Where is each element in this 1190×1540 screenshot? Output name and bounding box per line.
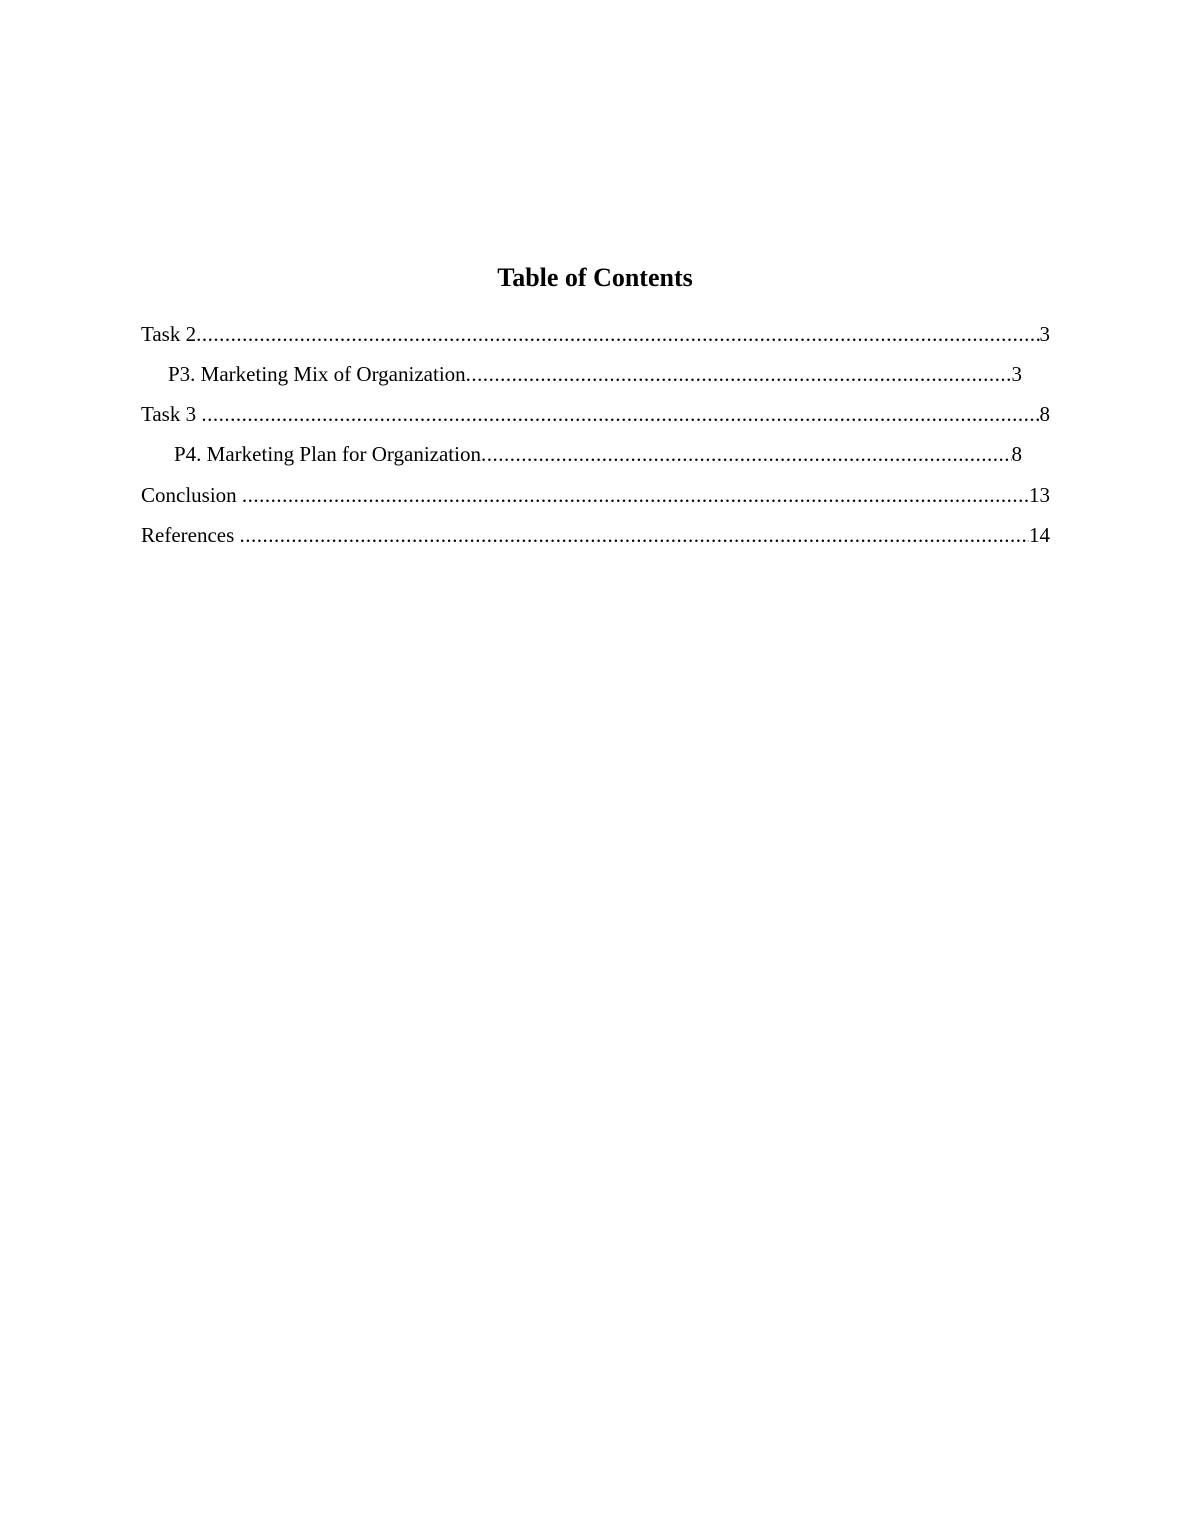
toc-entry-p4-marketing-plan[interactable]	[174, 441, 1022, 467]
toc-dot-leader	[466, 361, 1012, 387]
toc-entry-page-number: 8	[1039, 402, 1050, 426]
toc-entry-label: Conclusion	[141, 483, 242, 507]
toc-dot-leader	[240, 522, 1029, 548]
toc-dot-leader	[242, 482, 1029, 508]
toc-entry-page-number: 3	[1039, 322, 1050, 346]
toc-entry-page-number: 13	[1029, 483, 1050, 507]
toc-entry-label: Task 3	[141, 402, 202, 426]
toc-entry-label: P4. Marketing Plan for Organization	[174, 442, 481, 466]
toc-title: Table of Contents	[497, 263, 693, 292]
toc-entry-conclusion[interactable]	[141, 482, 1050, 508]
toc-entry-page-number: 14	[1029, 523, 1050, 547]
toc-dot-leader	[201, 401, 1039, 427]
toc-entry-page-number: 8	[1011, 442, 1022, 466]
toc-entry-p3-marketing-mix[interactable]	[168, 361, 1022, 387]
toc-entry-page-number: 3	[1011, 362, 1022, 386]
toc-entry-task-2[interactable]	[141, 321, 1050, 347]
toc-entry-label: Task 2	[141, 322, 197, 346]
toc-entry-references[interactable]	[141, 522, 1050, 548]
toc-dot-leader	[481, 441, 1012, 467]
toc-entry-task-3[interactable]	[141, 401, 1050, 427]
toc-dot-leader	[196, 321, 1039, 347]
toc-entry-label: References	[141, 523, 240, 547]
toc-entry-label: P3. Marketing Mix of Organization	[168, 362, 466, 386]
